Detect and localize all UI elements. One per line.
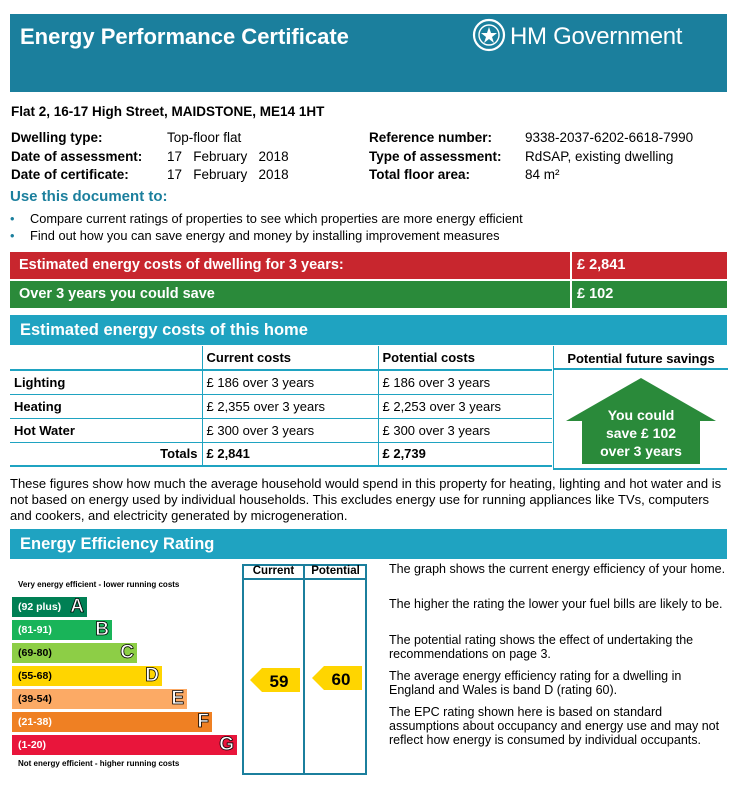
- future-savings-panel: [553, 346, 727, 470]
- table-row: Hot Water £ 300 over 3 years £ 300 over 3 years: [10, 418, 552, 442]
- rating-band-f: [12, 712, 212, 732]
- band-range: (69-80): [18, 647, 52, 659]
- band-range: (81-91): [18, 624, 52, 636]
- potential-header: Potential: [311, 565, 360, 577]
- future-savings-title: Potential future savings: [554, 346, 728, 370]
- band-letter: E: [171, 688, 184, 709]
- crest-icon: [472, 18, 506, 55]
- estimated-cost-value: £ 2,841: [577, 257, 626, 273]
- band-range: (39-54): [18, 693, 52, 705]
- detail-label: Type of assessment:: [369, 149, 502, 164]
- band-letter: D: [145, 665, 159, 686]
- band-range: (92 plus): [18, 601, 62, 613]
- scale-bottom-label: Not energy efficient - higher running costs: [18, 759, 180, 768]
- rating-band-d: [12, 666, 162, 686]
- estimated-cost-bar: Estimated energy costs of dwelling for 3 years: £ 2,841: [10, 252, 727, 279]
- eer-paragraph: The average energy efficiency rating for a dwelling in England and Wales is band D (rating 60).: [389, 669, 682, 697]
- column-header: Potential costs: [378, 346, 552, 370]
- column-header: [10, 346, 202, 370]
- potential-rating-value: 60: [331, 670, 351, 689]
- reference-number: 9338-2037-6202-6618-7990: [525, 130, 694, 145]
- detail-label: Dwelling type:: [11, 130, 103, 145]
- band-letter: C: [120, 642, 134, 663]
- future-savings-text: You could save £ 102 over 3 years: [600, 407, 682, 459]
- scale-top-label: Very energy efficient - lower running costs: [18, 580, 180, 589]
- detail-value: 17 February 2018: [167, 149, 289, 164]
- band-letter: B: [95, 619, 109, 640]
- detail-label: Date of assessment:: [11, 149, 143, 164]
- gov-name: HM Government: [510, 22, 683, 50]
- band-letter: F: [197, 711, 209, 732]
- detail-label: Reference number:: [369, 130, 493, 145]
- band-letter: A: [70, 596, 84, 617]
- rating-band-e: [12, 689, 187, 709]
- totals-row: Totals £ 2,841 £ 2,739: [10, 442, 552, 466]
- costs-note: These figures show how much the average household would spend in this property for heating, lighting and hot water and is not based on energy used by individual households. This excludes energy use for running appliances like TVs, computers and cookers, and electricity generated by microgeneration.: [10, 476, 722, 523]
- costs-section-header: Estimated energy costs of this home: [10, 315, 727, 345]
- savings-bar: Over 3 years you could save £ 102: [10, 281, 727, 308]
- list-item: • Compare current ratings of properties to see which properties are more energy efficient: [10, 211, 523, 226]
- eer-section-header: Energy Efficiency Rating: [10, 529, 727, 559]
- use-document-title: Use this document to:: [10, 188, 168, 205]
- rating-band-a: [12, 597, 87, 617]
- detail-value: 17 February 2018: [167, 167, 289, 182]
- page-title: Energy Performance Certificate: [20, 24, 349, 49]
- table-row: Heating £ 2,355 over 3 years £ 2,253 over 3 years: [10, 394, 552, 418]
- detail-value: Top-floor flat: [167, 130, 242, 145]
- band-letter: G: [219, 734, 234, 755]
- property-address: Flat 2, 16-17 High Street, MAIDSTONE, ME14 1HT: [11, 104, 325, 119]
- potential-rating-arrow: [312, 666, 362, 690]
- eer-paragraph: The potential rating shows the effect of undertaking the recommendations on page 3.: [389, 633, 694, 661]
- band-range: (55-68): [18, 670, 52, 682]
- detail-label: Total floor area:: [369, 167, 471, 182]
- costs-table: [10, 346, 552, 467]
- detail-value: 84 m²: [525, 167, 560, 182]
- eer-paragraph: The graph shows the current energy efficiency of your home.: [389, 562, 726, 576]
- table-row: Lighting £ 186 over 3 years £ 186 over 3 years: [10, 370, 552, 394]
- gov-logo: [472, 18, 682, 55]
- list-item: • Find out how you can save energy and money by installing improvement measures: [10, 228, 500, 243]
- eer-paragraph: The higher the rating the lower your fuel bills are likely to be.: [389, 597, 723, 611]
- savings-value: £ 102: [577, 286, 614, 302]
- rating-band-c: [12, 643, 137, 663]
- detail-value: RdSAP, existing dwelling: [525, 149, 674, 164]
- band-range: (1-20): [18, 739, 47, 751]
- rating-band-g: [12, 735, 237, 755]
- current-header: Current: [252, 565, 295, 577]
- rating-band-b: [12, 620, 112, 640]
- current-rating-arrow: [250, 668, 300, 692]
- eer-paragraph: The EPC rating shown here is based on standard assumptions about occupancy and energy use and may not reflect how energy is consumed by individual occupants.: [389, 705, 720, 747]
- detail-label: Date of certificate:: [11, 167, 129, 182]
- band-range: (21-38): [18, 716, 52, 728]
- current-rating-value: 59: [269, 672, 289, 691]
- column-header: Current costs: [202, 346, 378, 370]
